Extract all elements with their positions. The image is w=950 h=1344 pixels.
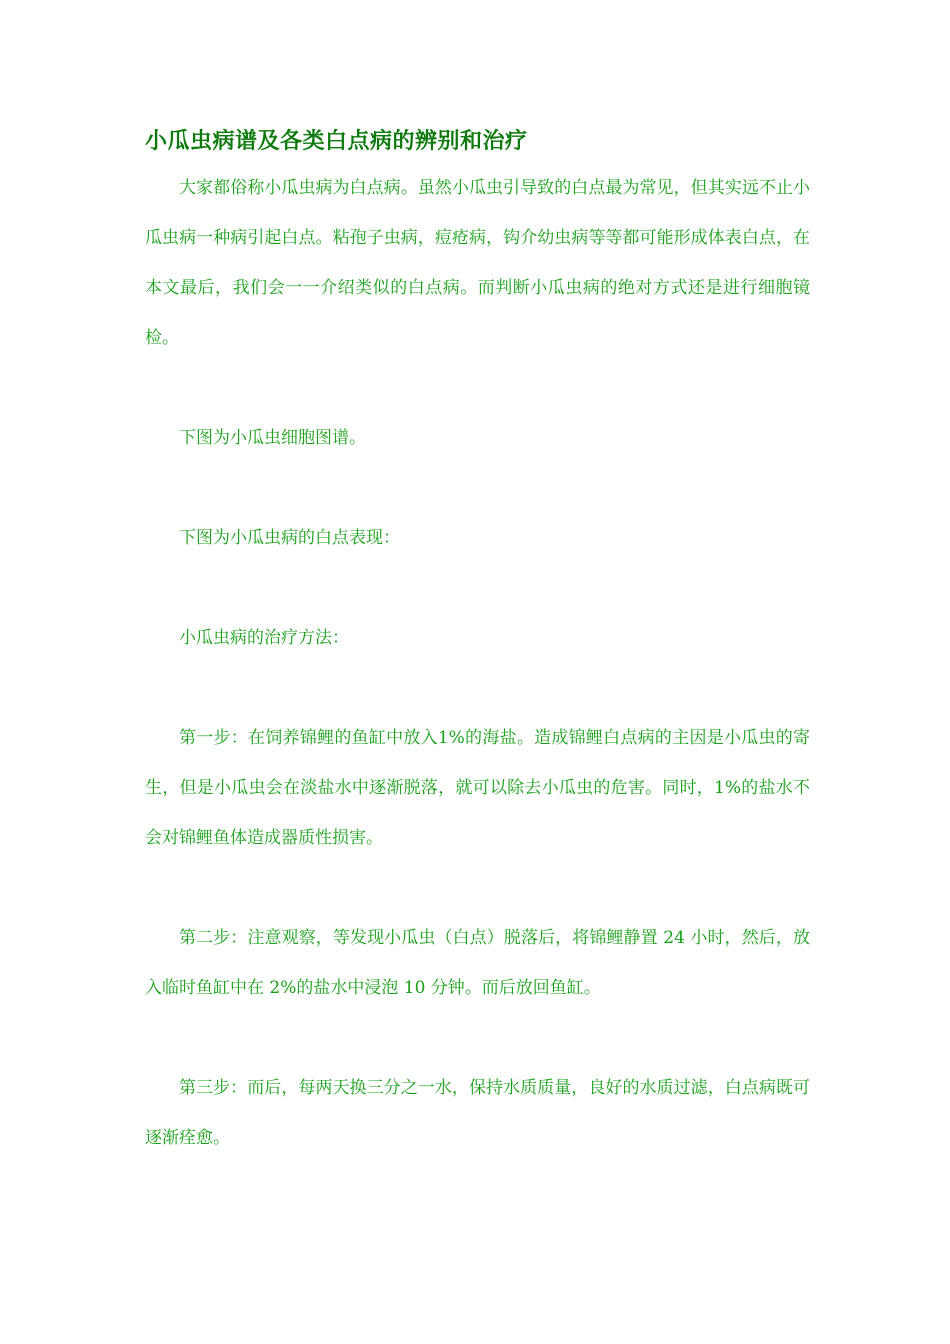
- paragraph-treatment-heading: 小瓜虫病的治疗方法：: [179, 628, 349, 648]
- paragraph-intro: 大家都俗称小瓜虫病为白点病。虽然小瓜虫引导致的白点最为常见，但其实远不止小瓜虫病一种病引起白点。粘孢子虫病，痘疮病，钩介幼虫病等等都可能形成体表白点，在本文最后，我们会一一介绍类似的白点病。而判断小瓜虫病的绝对方式还是进行细胞镜检。: [145, 178, 810, 348]
- paragraph-step-three: 第三步：而后，每两天换三分之一水，保持水质质量，良好的水质过滤，白点病既可逐渐痊愈。: [145, 1078, 810, 1148]
- paragraph-step-two: 第二步：注意观察，等发现小瓜虫（白点）脱落后，将锦鲤静置 24 小时，然后，放入临时鱼缸中在 2%的盐水中浸泡 10 分钟。而后放回鱼缸。: [145, 928, 810, 998]
- paragraph-white-spot-caption: 下图为小瓜虫病的白点表现：: [179, 528, 400, 548]
- paragraph-step-one: 第一步：在饲养锦鲤的鱼缸中放入1%的海盐。造成锦鲤白点病的主因是小瓜虫的寄生，但是小瓜虫会在淡盐水中逐渐脱落，就可以除去小瓜虫的危害。同时，1%的盐水不会对锦鲤鱼体造成器质性损害。: [145, 728, 810, 848]
- document-title: 小瓜虫病谱及各类白点病的辨别和治疗: [145, 129, 528, 154]
- paragraph-cell-image-caption: 下图为小瓜虫细胞图谱。: [179, 428, 366, 448]
